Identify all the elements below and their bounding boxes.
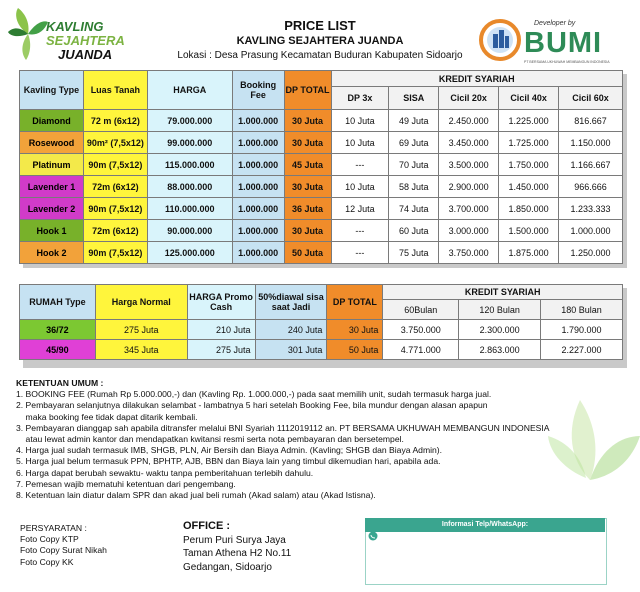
cell-harga: 99.000.000 (147, 132, 232, 154)
term-item: 1. BOOKING FEE (Rumah Rp 5.000.000,-) dan (Kavling Rp. 1.000.000,-) pada saat memilih unit, sudah termasuk harga jual. (16, 389, 492, 400)
cell-booking: 1.000.000 (232, 220, 284, 242)
requirements-section (20, 523, 107, 568)
col-rumah-kredit: KREDIT SYARIAH (383, 285, 623, 300)
cell-luas: 72 m (6x12) (83, 110, 147, 132)
cell-sisa: 69 Juta (389, 132, 439, 154)
cell-c60: 1.150.000 (559, 132, 623, 154)
whatsapp-icon (368, 531, 378, 541)
col-rumah-dp: DP TOTAL (327, 285, 383, 320)
cell-luas: 90m (7,5x12) (83, 242, 147, 264)
developer-name: BUMI (524, 27, 603, 59)
col-sisa: SISA (389, 87, 439, 110)
cell-type: 36/72 (20, 320, 96, 340)
kavling-rows (20, 110, 623, 264)
table-row (20, 242, 623, 264)
cell-type: Platinum (20, 154, 84, 176)
cell-c20: 3.000.000 (439, 220, 499, 242)
cell-booking: 1.000.000 (232, 154, 284, 176)
cell-booking: 1.000.000 (232, 110, 284, 132)
cell-c40: 1.875.000 (499, 242, 559, 264)
cell-dp3: --- (331, 242, 389, 264)
col-rumah-type: RUMAH Type (20, 285, 96, 320)
cell-dp: 30 Juta (284, 176, 331, 198)
cell-dp: 45 Juta (284, 154, 331, 176)
cell-c20: 3.500.000 (439, 154, 499, 176)
col-120bulan: 120 Bulan (459, 300, 541, 320)
contact-label: Informasi Telp/WhatsApp: (365, 518, 605, 532)
col-luas: Luas Tanah (83, 71, 147, 110)
col-harga-promo: HARGA Promo Cash (187, 285, 255, 320)
brand-line2: SEJAHTERA (46, 33, 125, 48)
office-line: Gedangan, Sidoarjo (183, 561, 272, 573)
col-cicil60: Cicil 60x (559, 87, 623, 110)
col-cicil20: Cicil 20x (439, 87, 499, 110)
cell-promo: 275 Juta (187, 340, 255, 360)
term-item: 2. Pembayaran selanjutnya dilakukan selambat - lambatnya 5 hari setelah Booking Fee, bila mundur dengan alasan apapun (16, 400, 488, 411)
cell-dp3: 12 Juta (331, 198, 389, 220)
cell-type: Lavender 1 (20, 176, 84, 198)
cell-c40: 1.450.000 (499, 176, 559, 198)
table-row (20, 176, 623, 198)
table-row (20, 220, 623, 242)
cell-booking: 1.000.000 (232, 132, 284, 154)
table-row (20, 340, 623, 360)
cell-c60: 966.666 (559, 176, 623, 198)
cell-dp3: 10 Juta (331, 132, 389, 154)
cell-c40: 1.500.000 (499, 220, 559, 242)
cell-harga: 125.000.000 (147, 242, 232, 264)
page-title: PRICE LIST (284, 18, 356, 33)
cell-harga: 110.000.000 (147, 198, 232, 220)
terms-list (16, 389, 616, 501)
col-dp3: DP 3x (331, 87, 389, 110)
cell-b60: 3.750.000 (383, 320, 459, 340)
terms-section (16, 378, 616, 501)
cell-type: Hook 2 (20, 242, 84, 264)
cell-luas: 90m² (7,5x12) (83, 132, 147, 154)
cell-dp3: --- (331, 154, 389, 176)
cell-c40: 1.225.000 (499, 110, 559, 132)
cell-luas: 90m (7,5x12) (83, 154, 147, 176)
col-harga-normal: Harga Normal (95, 285, 187, 320)
table-row (20, 320, 623, 340)
term-item: 5. Harga jual belum termasuk PPN, BPHTP, AJB, BBN dan Biaya lain yang timbul dikemudian hari, apabila ada. (16, 456, 441, 467)
globe-icon (478, 18, 522, 62)
rumah-price-table (19, 284, 623, 360)
requirements-title: PERSYARATAN : (20, 523, 87, 533)
cell-dp: 36 Juta (284, 198, 331, 220)
cell-dp: 30 Juta (284, 110, 331, 132)
cell-c20: 3.700.000 (439, 198, 499, 220)
cell-dp: 50 Juta (284, 242, 331, 264)
cell-luas: 72m (6x12) (83, 220, 147, 242)
cell-booking: 1.000.000 (232, 176, 284, 198)
cell-type: Hook 1 (20, 220, 84, 242)
table-row (20, 198, 623, 220)
cell-sisa: 74 Juta (389, 198, 439, 220)
cell-booking: 1.000.000 (232, 198, 284, 220)
cell-c20: 2.900.000 (439, 176, 499, 198)
cell-harga: 79.000.000 (147, 110, 232, 132)
cell-type: Diamond (20, 110, 84, 132)
col-booking: Booking Fee (232, 71, 284, 110)
term-item: 4. Harga jual sudah termasuk IMB, SHGB, PLN, Air Bersih dan Biaya Admin. (Kavling; SHGB dan Biaya Admin). (16, 445, 443, 456)
col-cicil40: Cicil 40x (499, 87, 559, 110)
term-item: 3. Pembayaran dianggap sah apabila ditransfer melalui BNI Syariah 1112019112 an. PT BERSAMA UKHUWAH MEMBANGUN INDONESIA (16, 422, 550, 433)
cell-dp3: 10 Juta (331, 176, 389, 198)
cell-type: 45/90 (20, 340, 96, 360)
cell-b120: 2.300.000 (459, 320, 541, 340)
requirement-item: Foto Copy Surat Nikah (20, 545, 107, 556)
col-kavling-type: Kavling Type (20, 71, 84, 110)
cell-dp: 50 Juta (327, 340, 383, 360)
col-kredit: KREDIT SYARIAH (331, 71, 622, 87)
cell-harga: 115.000.000 (147, 154, 232, 176)
cell-b180: 2.227.000 (541, 340, 623, 360)
cell-c20: 3.450.000 (439, 132, 499, 154)
cell-dp: 30 Juta (327, 320, 383, 340)
cell-half: 240 Juta (255, 320, 327, 340)
cell-sisa: 60 Juta (389, 220, 439, 242)
term-item: 6. Harga dapat berubah sewaktu- waktu tanpa pemberitahuan terlebih dahulu. (16, 467, 314, 478)
cell-c60: 816.667 (559, 110, 623, 132)
col-half: 50%diawal sisa saat Jadi (255, 285, 327, 320)
cell-c60: 1.233.333 (559, 198, 623, 220)
cell-dp: 30 Juta (284, 220, 331, 242)
cell-booking: 1.000.000 (232, 242, 284, 264)
cell-b120: 2.863.000 (459, 340, 541, 360)
leaf-decoration-icon (530, 380, 640, 490)
cell-c60: 1.166.667 (559, 154, 623, 176)
office-line: Perum Puri Surya Jaya (183, 534, 286, 546)
col-180bulan: 180 Bulan (541, 300, 623, 320)
cell-type: Lavender 2 (20, 198, 84, 220)
term-item: maka booking fee tidak dapat ditarik kembali. (16, 411, 198, 422)
cell-sisa: 49 Juta (389, 110, 439, 132)
cell-harga: 88.000.000 (147, 176, 232, 198)
developer-fullname: PT BERSAMA UKHUWAH MEMBANGUN INDONESIA (524, 60, 610, 64)
cell-promo: 210 Juta (187, 320, 255, 340)
term-item: 8. Ketentuan lain diatur dalam SPR dan akad jual beli rumah (Akad salam) atau (Akad Istisna). (16, 490, 376, 501)
cell-c60: 1.000.000 (559, 220, 623, 242)
cell-dp3: --- (331, 220, 389, 242)
cell-c60: 1.250.000 (559, 242, 623, 264)
cell-sisa: 75 Juta (389, 242, 439, 264)
page-subtitle: KAVLING SEJAHTERA JUANDA (236, 35, 404, 47)
cell-luas: 90m (7,5x12) (83, 198, 147, 220)
term-item: atau lewat admin kantor dan mendapatkan kwitansi resmi serta nota pembayaran dan bersetempel. (16, 434, 404, 445)
cell-type: Rosewood (20, 132, 84, 154)
requirement-item: Foto Copy KTP (20, 534, 79, 545)
cell-b180: 1.790.000 (541, 320, 623, 340)
col-harga: HARGA (147, 71, 232, 110)
cell-sisa: 70 Juta (389, 154, 439, 176)
brand-line3: JUANDA (58, 47, 113, 62)
rumah-rows (20, 320, 623, 360)
col-60bulan: 60Bulan (383, 300, 459, 320)
table-row (20, 110, 623, 132)
cell-c40: 1.750.000 (499, 154, 559, 176)
cell-normal: 275 Juta (95, 320, 187, 340)
table-row (20, 154, 623, 176)
cell-b60: 4.771.000 (383, 340, 459, 360)
office-section (183, 520, 291, 574)
terms-title: KETENTUAN UMUM : (16, 378, 104, 388)
kavling-price-table (19, 70, 623, 264)
requirement-item: Foto Copy KK (20, 556, 74, 567)
cell-harga: 90.000.000 (147, 220, 232, 242)
cell-half: 301 Juta (255, 340, 327, 360)
office-title: OFFICE : (183, 520, 231, 532)
col-dp: DP TOTAL (284, 71, 331, 110)
brand-line1: KAVLING (46, 19, 104, 34)
cell-c40: 1.850.000 (499, 198, 559, 220)
cell-normal: 345 Juta (95, 340, 187, 360)
cell-dp3: 10 Juta (331, 110, 389, 132)
term-item: 7. Pemesan wajib mematuhi ketentuan dari pengembang. (16, 478, 236, 489)
location-text: Lokasi : Desa Prasung Kecamatan Buduran Kabupaten Sidoarjo (177, 50, 463, 61)
developer-tagline: Developer by (534, 20, 576, 27)
cell-dp: 30 Juta (284, 132, 331, 154)
cell-sisa: 58 Juta (389, 176, 439, 198)
cell-c20: 2.450.000 (439, 110, 499, 132)
cell-c40: 1.725.000 (499, 132, 559, 154)
cell-c20: 3.750.000 (439, 242, 499, 264)
cell-luas: 72m (6x12) (83, 176, 147, 198)
developer-logo (478, 18, 638, 68)
office-line: Taman Athena H2 No.11 (183, 548, 292, 559)
table-row (20, 132, 623, 154)
